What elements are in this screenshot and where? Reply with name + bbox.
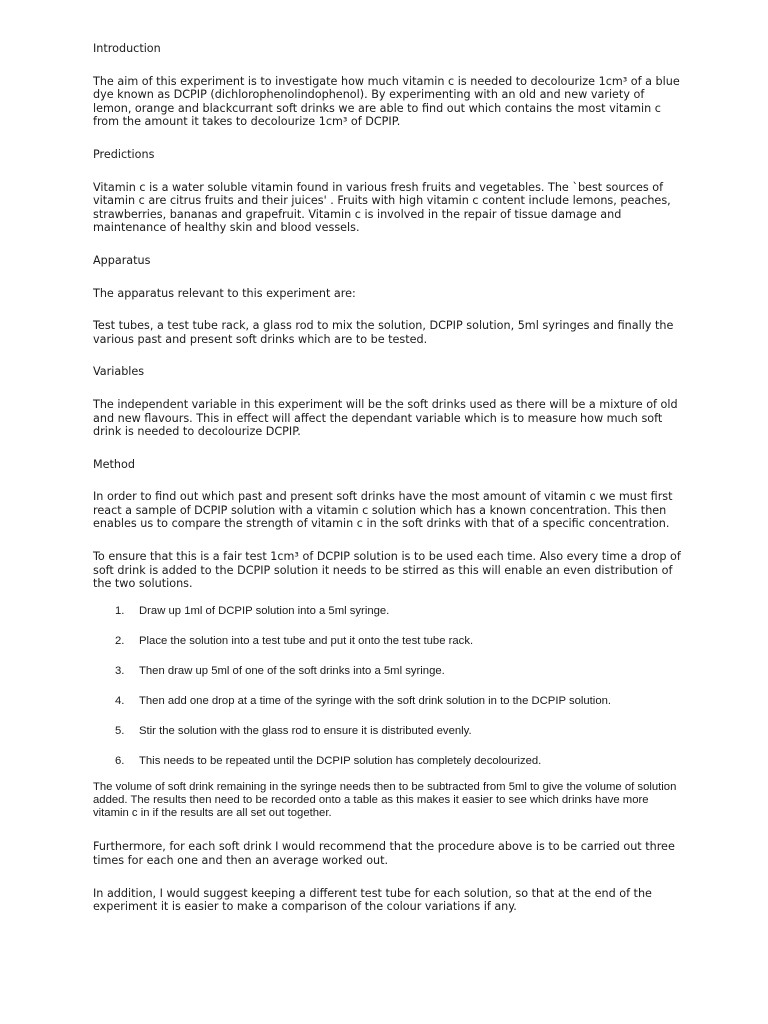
step-text: Place the solution into a test tube and put it onto the test tube rack. <box>139 634 474 647</box>
paragraph: To ensure that this is a fair test 1cm³ of DCPIP solution is to be used each time. Also every time a drop of soft drink is added to the DCPIP solution it needs to be stirred as this will enable an even distribution of the two solutions. <box>93 550 681 591</box>
paragraph: Test tubes, a test tube rack, a glass rod to mix the solution, DCPIP solution, 5ml syringes and finally the various past and present soft drinks which are to be tested. <box>93 319 674 346</box>
method-steps-list <box>93 605 683 768</box>
section-heading: Method <box>93 457 135 471</box>
section-variables <box>93 365 683 438</box>
section-heading: Apparatus <box>93 253 151 267</box>
section-introduction <box>93 42 683 129</box>
section-heading: Introduction <box>93 42 161 55</box>
step-text: Stir the solution with the glass rod to ensure it is distributed evenly. <box>139 724 472 737</box>
section-heading: Predictions <box>93 147 155 161</box>
section-apparatus <box>93 254 683 346</box>
step-text: Then add one drop at a time of the syringe with the soft drink solution in to the DCPIP solution. <box>139 694 612 707</box>
step-text: This needs to be repeated until the DCPIP solution has completely decolourized. <box>139 754 542 767</box>
step-number: 2. <box>115 634 125 647</box>
step-number: 1. <box>115 604 125 617</box>
step-text: Draw up 1ml of DCPIP solution into a 5ml syringe. <box>139 604 390 617</box>
paragraph: Vitamin c is a water soluble vitamin found in various fresh fruits and vegetables. The `best sources of vitamin c are citrus fruits and their juices' . Fruits with high vitamin c content include lemons, peaches, strawberries, bananas and grapefruit. Vitamin c is involved in the repair of tissue damage and maintenance of healthy skin and blood vessels. <box>93 180 671 235</box>
section-method <box>93 458 683 914</box>
section-heading: Variables <box>93 365 145 379</box>
list-item <box>93 635 683 648</box>
step-number: 4. <box>115 694 125 707</box>
paragraph: The apparatus relevant to this experiment are: <box>93 286 356 300</box>
paragraph: Furthermore, for each soft drink I would recommend that the procedure above is to be carried out three times for each one and then an average worked out. <box>93 840 675 868</box>
paragraph: In order to find out which past and present soft drinks have the most amount of vitamin c we must first react a sample of DCPIP solution with a vitamin c solution which has a known concentration. This then enables us to compare the strength of vitamin c in the soft drinks with that of a specific concentration. <box>93 490 673 531</box>
document-page <box>93 42 683 933</box>
paragraph: The independent variable in this experiment will be the soft drinks used as there will be a mixture of old and new flavours. This in effect will affect the dependant variable which is to measure how much soft drink is needed to decolourize DCPIP. <box>93 397 678 439</box>
step-number: 3. <box>115 664 125 677</box>
paragraph: The volume of soft drink remaining in the syringe needs then to be subtracted from 5ml to give the volume of solution added. The results then need to be recorded onto a table as this makes it easier to see which drinks have more vitamin c in if the results are all set out together. <box>93 780 677 820</box>
step-number: 5. <box>115 724 125 737</box>
step-number: 6. <box>115 754 125 767</box>
paragraph: In addition, I would suggest keeping a different test tube for each solution, so that at the end of the experiment it is easier to make a comparison of the colour variations if any. <box>93 886 652 914</box>
list-item <box>93 725 683 738</box>
section-predictions <box>93 148 683 235</box>
list-item <box>93 665 683 678</box>
step-text: Then draw up 5ml of one of the soft drinks into a 5ml syringe. <box>139 664 445 677</box>
list-item <box>93 755 683 768</box>
list-item <box>93 605 683 618</box>
list-item <box>93 695 683 708</box>
paragraph: The aim of this experiment is to investigate how much vitamin c is needed to decolourize 1cm³ of a blue dye known as DCPIP (dichlorophenolindophenol). By experimenting with an old and new variety of lemon, orange and blackcurrant soft drinks we are able to find out which contains the most vitamin c from the amount it takes to decolourize 1cm³ of DCPIP. <box>93 74 680 129</box>
